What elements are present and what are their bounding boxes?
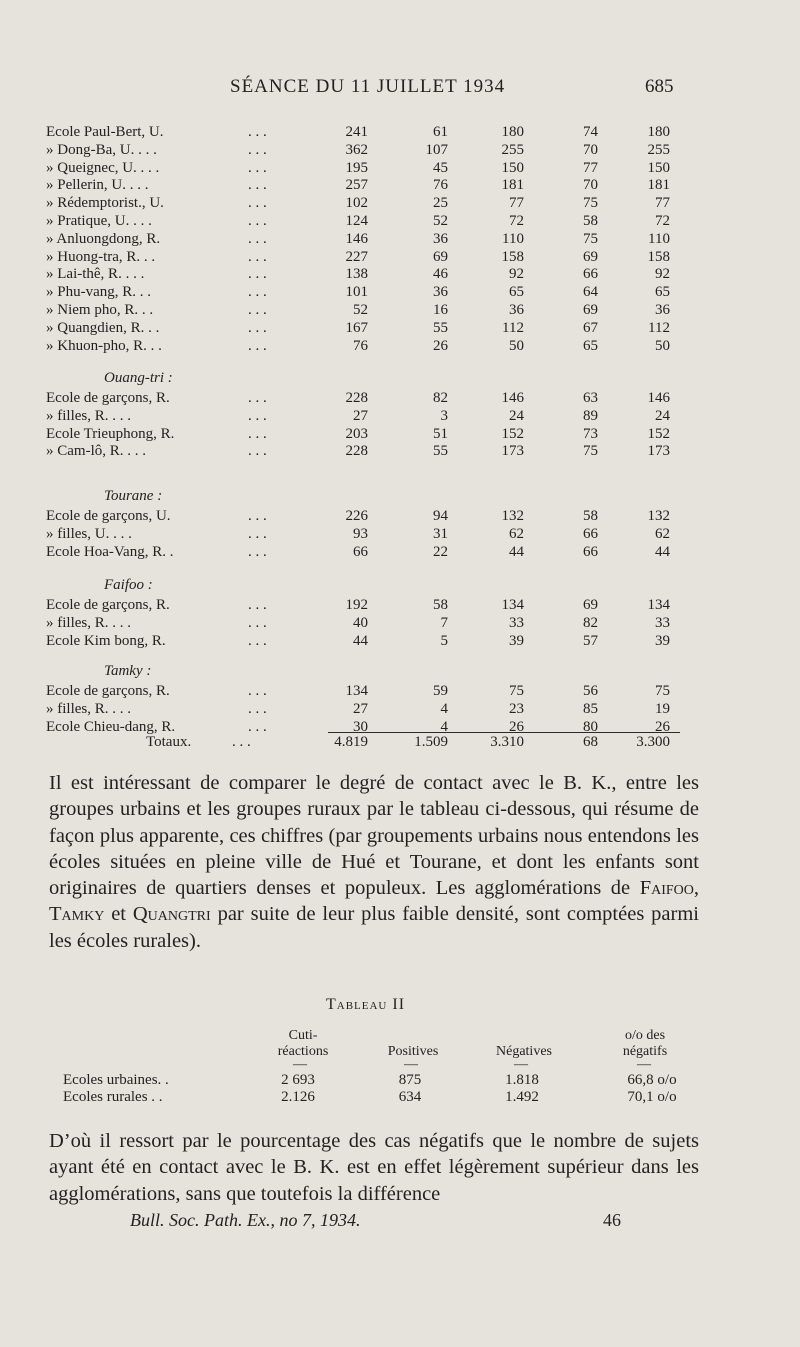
table-cell: 72 bbox=[655, 213, 670, 229]
paragraph-2: D’où il ressort par le pourcentage des cas négatifs que le nombre de sujets ayant été en contact avec le B. K. est en effet légèrement supérieur dans les agglomérations, sans que toutefois la différence bbox=[49, 1130, 699, 1205]
table-cell: 45 bbox=[433, 159, 448, 176]
table-cell: 158 bbox=[647, 248, 670, 265]
table-cell: 33 bbox=[655, 614, 670, 631]
paragraph-1 bbox=[49, 770, 699, 954]
table-cell: 146 bbox=[345, 230, 368, 247]
row-label: » Cam-lô, R. . . . bbox=[46, 443, 146, 460]
row-label: Ecole Trieuphong, R. bbox=[46, 425, 175, 442]
table-cell: 52 bbox=[353, 302, 368, 318]
table-cell: 150 bbox=[647, 159, 670, 176]
table-cell: 102 bbox=[345, 195, 368, 212]
table-cell: 89 bbox=[583, 407, 598, 424]
page-number: 685 bbox=[645, 76, 674, 97]
table-row bbox=[0, 194, 800, 212]
place-tamky: Tamky bbox=[49, 903, 105, 926]
table-2-cell: 634 bbox=[398, 1089, 422, 1105]
leader-dots: . . . bbox=[248, 443, 267, 460]
table-cell: 77 bbox=[583, 159, 598, 176]
row-label: » Quangdien, R. . . bbox=[46, 319, 160, 336]
table-cell: 55 bbox=[433, 443, 448, 460]
table-2-cell: 1.818 bbox=[505, 1072, 539, 1088]
table-cell: 26 bbox=[655, 718, 670, 735]
table-cell: 44 bbox=[655, 543, 670, 560]
row-label: Ecole de garçons, R. bbox=[46, 390, 170, 406]
paragraph-1-text-end: par suite de leur plus faible densité, sont comptées parmi les écoles rurales). bbox=[49, 903, 699, 952]
separator: , bbox=[693, 877, 699, 900]
footer-sheet-number: 46 bbox=[603, 1210, 621, 1230]
row-label: » Pratique, U. . . . bbox=[46, 213, 152, 229]
table-2-row-label: Ecoles rurales . . bbox=[63, 1089, 163, 1105]
paragraph-1-text: Il est intéressant de comparer le degré de contact avec le B. K., entre les groupes urbains et les groupes ruraux par le tableau ci-dessous, qui résume de façon plus apparente, ces chiffres (par groupements urbains nous entendons les écoles situées en pleine ville de Hué et Tourane, et dont les enfants sont originaires de quartiers denses et populeux. Les agglomérations de bbox=[49, 772, 699, 900]
table-cell: 93 bbox=[353, 525, 368, 542]
table-row bbox=[0, 442, 800, 460]
table-row bbox=[0, 301, 800, 319]
table-row bbox=[0, 700, 800, 718]
table-cell: 134 bbox=[345, 683, 368, 699]
table-cell: 75 bbox=[509, 683, 524, 699]
table-cell: 46 bbox=[433, 266, 448, 283]
table-cell: 82 bbox=[433, 390, 448, 406]
table-cell: 65 bbox=[655, 284, 670, 301]
table-cell: 255 bbox=[647, 141, 670, 158]
row-label: » filles, R. . . . bbox=[46, 614, 131, 631]
table-cell: 181 bbox=[501, 177, 524, 194]
table-cell: 77 bbox=[655, 195, 670, 212]
table-row bbox=[0, 212, 800, 230]
table-cell: 134 bbox=[501, 597, 524, 613]
table-cell: 67 bbox=[583, 319, 598, 336]
table-cell: 173 bbox=[501, 443, 524, 460]
table-cell: 36 bbox=[433, 284, 448, 301]
leader-dots: . . . bbox=[248, 124, 267, 140]
table-row bbox=[0, 230, 800, 248]
table-2-row bbox=[0, 1071, 800, 1089]
leader-dots: . . . bbox=[248, 319, 267, 336]
table-cell: 52 bbox=[433, 213, 448, 229]
table-cell: 23 bbox=[509, 700, 524, 717]
row-label: » Khuon-pho, R. . . bbox=[46, 337, 162, 354]
section-heading: Tamky : bbox=[104, 663, 152, 679]
table-cell: 75 bbox=[583, 230, 598, 247]
table-cell: 3 bbox=[440, 407, 448, 424]
table-cell: 152 bbox=[647, 425, 670, 442]
table-cell: 158 bbox=[501, 248, 524, 265]
row-label: Ecole de garçons, R. bbox=[46, 683, 170, 699]
table-cell: 85 bbox=[583, 700, 598, 717]
table-cell: 180 bbox=[647, 124, 670, 140]
table-cell: 31 bbox=[433, 525, 448, 542]
table-cell: 50 bbox=[655, 337, 670, 354]
table-cell: 51 bbox=[433, 425, 448, 442]
table-cell: 36 bbox=[509, 302, 524, 318]
table-cell: 75 bbox=[583, 195, 598, 212]
table-cell: 70 bbox=[583, 177, 598, 194]
leader-dots: . . . bbox=[248, 195, 267, 212]
table-2-row-label: Ecoles urbaines. . bbox=[63, 1072, 169, 1088]
table-cell: 16 bbox=[433, 302, 448, 318]
leader-dots: . . . bbox=[248, 683, 267, 699]
table-cell: 7 bbox=[440, 614, 448, 631]
table-2-row bbox=[0, 1088, 800, 1106]
table-2-cell: 2 693 bbox=[281, 1072, 315, 1088]
table-cell: 76 bbox=[433, 177, 448, 194]
table-row bbox=[0, 176, 800, 194]
table-cell: 66 bbox=[583, 266, 598, 283]
separator: et bbox=[104, 903, 133, 926]
place-faifoo: Faifoo bbox=[639, 877, 694, 900]
section-heading: Tourane : bbox=[104, 488, 163, 504]
leader-dots: . . . bbox=[248, 632, 267, 649]
table-row bbox=[0, 248, 800, 266]
table-cell: 65 bbox=[583, 337, 598, 354]
table-row bbox=[0, 141, 800, 159]
table-cell: 152 bbox=[501, 425, 524, 442]
table-cell: 80 bbox=[583, 718, 598, 735]
leader-dots: . . . bbox=[248, 425, 267, 442]
table-cell: 255 bbox=[501, 141, 524, 158]
table-cell: 167 bbox=[345, 319, 368, 336]
leader-dots: . . . bbox=[248, 614, 267, 631]
row-label: » Rédemptorist., U. bbox=[46, 195, 164, 212]
totals-value: 1.509 bbox=[414, 734, 448, 750]
leader-dots: . . . bbox=[248, 390, 267, 406]
table-cell: 203 bbox=[345, 425, 368, 442]
table-2-dash: — bbox=[514, 1057, 528, 1072]
table-cell: 132 bbox=[501, 508, 524, 524]
table-row bbox=[0, 283, 800, 301]
leader-dots: . . . bbox=[248, 177, 267, 194]
table-row bbox=[0, 543, 800, 561]
leader-dots: . . . bbox=[248, 230, 267, 247]
table-cell: 92 bbox=[655, 266, 670, 283]
table-2-header: Positives bbox=[387, 1044, 439, 1059]
table-cell: 58 bbox=[583, 508, 598, 524]
table-row bbox=[0, 407, 800, 425]
table-cell: 134 bbox=[647, 597, 670, 613]
section-heading: Ouang-tri : bbox=[104, 370, 173, 386]
table-cell: 94 bbox=[433, 508, 448, 524]
table-cell: 59 bbox=[433, 683, 448, 699]
row-label: » Pellerin, U. . . . bbox=[46, 177, 149, 194]
table-cell: 22 bbox=[433, 543, 448, 560]
table-row bbox=[0, 525, 800, 543]
table-cell: 124 bbox=[345, 213, 368, 229]
leader-dots: . . . bbox=[248, 266, 267, 283]
table-cell: 77 bbox=[509, 195, 524, 212]
table-cell: 58 bbox=[433, 597, 448, 613]
table-cell: 70 bbox=[583, 141, 598, 158]
table-cell: 76 bbox=[353, 337, 368, 354]
table-2-cell: 66,8 o/o bbox=[627, 1072, 677, 1088]
table-row bbox=[0, 159, 800, 177]
leader-dots: . . . bbox=[248, 718, 267, 735]
table-cell: 146 bbox=[647, 390, 670, 406]
table-cell: 138 bbox=[345, 266, 368, 283]
table-cell: 92 bbox=[509, 266, 524, 283]
table-row bbox=[0, 389, 800, 407]
table-2-cell: 2.126 bbox=[281, 1089, 315, 1105]
table-cell: 227 bbox=[345, 248, 368, 265]
table-cell: 226 bbox=[345, 508, 368, 524]
table-cell: 69 bbox=[583, 302, 598, 318]
leader-dots: . . . bbox=[248, 407, 267, 424]
row-label: » Dong-Ba, U. . . . bbox=[46, 141, 157, 158]
table-2-dash: — bbox=[293, 1057, 307, 1072]
table-cell: 27 bbox=[353, 700, 368, 717]
table-cell: 30 bbox=[353, 718, 368, 735]
row-label: » filles, U. . . . bbox=[46, 525, 132, 542]
table-cell: 64 bbox=[583, 284, 598, 301]
row-label: » filles, R. . . . bbox=[46, 407, 131, 424]
table-cell: 132 bbox=[647, 508, 670, 524]
table-row bbox=[0, 337, 800, 355]
row-label: » Lai-thê, R. . . . bbox=[46, 266, 145, 283]
table-cell: 66 bbox=[583, 543, 598, 560]
table-cell: 63 bbox=[583, 390, 598, 406]
table-cell: 181 bbox=[647, 177, 670, 194]
table-cell: 75 bbox=[583, 443, 598, 460]
table-cell: 74 bbox=[583, 124, 598, 140]
row-label: Ecole Chieu-dang, R. bbox=[46, 718, 176, 735]
table-cell: 228 bbox=[345, 443, 368, 460]
table-cell: 61 bbox=[433, 124, 448, 140]
table-row bbox=[0, 507, 800, 525]
table-cell: 24 bbox=[509, 407, 524, 424]
table-row bbox=[0, 319, 800, 337]
table-cell: 39 bbox=[655, 632, 670, 649]
table-cell: 36 bbox=[433, 230, 448, 247]
table-cell: 66 bbox=[583, 525, 598, 542]
table-cell: 26 bbox=[509, 718, 524, 735]
table-cell: 58 bbox=[583, 213, 598, 229]
totals-value: 68 bbox=[583, 734, 598, 750]
row-label: Ecole de garçons, R. bbox=[46, 597, 170, 613]
table-cell: 57 bbox=[583, 632, 598, 649]
table-cell: 72 bbox=[509, 213, 524, 229]
leader-dots: . . . bbox=[248, 597, 267, 613]
table-cell: 66 bbox=[353, 543, 368, 560]
table-cell: 107 bbox=[425, 141, 448, 158]
table-cell: 228 bbox=[345, 390, 368, 406]
leader-dots: . . . bbox=[248, 543, 267, 560]
totals-label: Totaux. bbox=[146, 734, 192, 750]
footer-citation: Bull. Soc. Path. Ex., no 7, 1934. bbox=[130, 1210, 361, 1230]
table-cell: 5 bbox=[440, 632, 448, 649]
table-cell: 75 bbox=[655, 683, 670, 699]
table-2-header: o/o des négatifs bbox=[622, 1028, 668, 1059]
table-cell: 56 bbox=[583, 683, 598, 699]
table-cell: 40 bbox=[353, 614, 368, 631]
row-label: » Anluongdong, R. bbox=[46, 230, 161, 247]
table-row bbox=[0, 265, 800, 283]
table-cell: 110 bbox=[502, 230, 524, 247]
table-2-header: Négatives bbox=[496, 1044, 552, 1059]
table-row bbox=[0, 596, 800, 614]
table-cell: 146 bbox=[501, 390, 524, 406]
table-cell: 26 bbox=[433, 337, 448, 354]
table-cell: 101 bbox=[345, 284, 368, 301]
leader-dots: . . . bbox=[248, 525, 267, 542]
table-row bbox=[0, 632, 800, 650]
row-label: » Huong-tra, R. . . bbox=[46, 248, 156, 265]
leader-dots: . . . bbox=[248, 141, 267, 158]
table-cell: 55 bbox=[433, 319, 448, 336]
place-quangtri: Quangtri bbox=[132, 903, 211, 926]
table-cell: 69 bbox=[433, 248, 448, 265]
table-cell: 195 bbox=[345, 159, 368, 176]
table-cell: 69 bbox=[583, 248, 598, 265]
table-cell: 69 bbox=[583, 597, 598, 613]
table-cell: 27 bbox=[353, 407, 368, 424]
leader-dots: . . . bbox=[248, 700, 267, 717]
row-label: Ecole Paul-Bert, U. bbox=[46, 124, 164, 140]
table-row bbox=[0, 614, 800, 632]
table-cell: 33 bbox=[509, 614, 524, 631]
totals-value: 3.310 bbox=[490, 734, 524, 750]
table-cell: 62 bbox=[509, 525, 524, 542]
table-cell: 4 bbox=[440, 700, 448, 717]
leader-dots: . . . bbox=[248, 508, 267, 524]
row-label: » Niem pho, R. . . bbox=[46, 302, 154, 318]
table-row bbox=[0, 123, 800, 141]
table-cell: 4 bbox=[440, 718, 448, 735]
table-cell: 257 bbox=[345, 177, 368, 194]
table-cell: 362 bbox=[345, 141, 368, 158]
table-cell: 65 bbox=[509, 284, 524, 301]
table-cell: 241 bbox=[345, 124, 368, 140]
row-label: » Queignec, U. . . . bbox=[46, 159, 160, 176]
table-cell: 112 bbox=[502, 319, 524, 336]
table-cell: 19 bbox=[655, 700, 670, 717]
row-label: Ecole Hoa-Vang, R. . bbox=[46, 543, 174, 560]
table-cell: 50 bbox=[509, 337, 524, 354]
table-cell: 36 bbox=[655, 302, 670, 318]
table-cell: 82 bbox=[583, 614, 598, 631]
table-cell: 39 bbox=[509, 632, 524, 649]
leader-dots: . . . bbox=[248, 302, 267, 318]
row-label: » filles, R. . . . bbox=[46, 700, 131, 717]
table-2-cell: 875 bbox=[398, 1072, 422, 1088]
leader-dots: . . . bbox=[248, 159, 267, 176]
leader-dots: . . . bbox=[248, 284, 267, 301]
table-cell: 112 bbox=[648, 319, 670, 336]
table-cell: 173 bbox=[647, 443, 670, 460]
table-2-cell: 1.492 bbox=[505, 1089, 539, 1105]
table-cell: 44 bbox=[509, 543, 524, 560]
table-2-title: Tableau II bbox=[326, 996, 406, 1013]
totals-dots: . . . bbox=[232, 734, 251, 750]
totals-value: 4.819 bbox=[334, 734, 368, 750]
table-cell: 24 bbox=[655, 407, 670, 424]
table-2-dash: — bbox=[637, 1057, 651, 1072]
totals-row bbox=[0, 733, 800, 751]
table-2-cell: 70,1 o/o bbox=[627, 1089, 677, 1105]
table-cell: 73 bbox=[583, 425, 598, 442]
table-row bbox=[0, 425, 800, 443]
section-heading: Faifoo : bbox=[104, 577, 153, 593]
table-cell: 110 bbox=[648, 230, 670, 247]
row-label: Ecole Kim bong, R. bbox=[46, 632, 166, 649]
totals-value: 3.300 bbox=[636, 734, 670, 750]
leader-dots: . . . bbox=[248, 337, 267, 354]
table-cell: 180 bbox=[501, 124, 524, 140]
running-header: SÉANCE DU 11 JUILLET 1934 bbox=[230, 76, 506, 97]
leader-dots: . . . bbox=[248, 248, 267, 265]
table-cell: 44 bbox=[353, 632, 368, 649]
table-cell: 25 bbox=[433, 195, 448, 212]
table-cell: 62 bbox=[655, 525, 670, 542]
row-label: » Phu-vang, R. . . bbox=[46, 284, 151, 301]
row-label: Ecole de garçons, U. bbox=[46, 508, 171, 524]
table-2-header: Cuti- réactions bbox=[277, 1028, 329, 1059]
table-cell: 150 bbox=[501, 159, 524, 176]
leader-dots: . . . bbox=[248, 213, 267, 229]
table-row bbox=[0, 682, 800, 700]
table-cell: 192 bbox=[345, 597, 368, 613]
table-2-dash: — bbox=[404, 1057, 418, 1072]
